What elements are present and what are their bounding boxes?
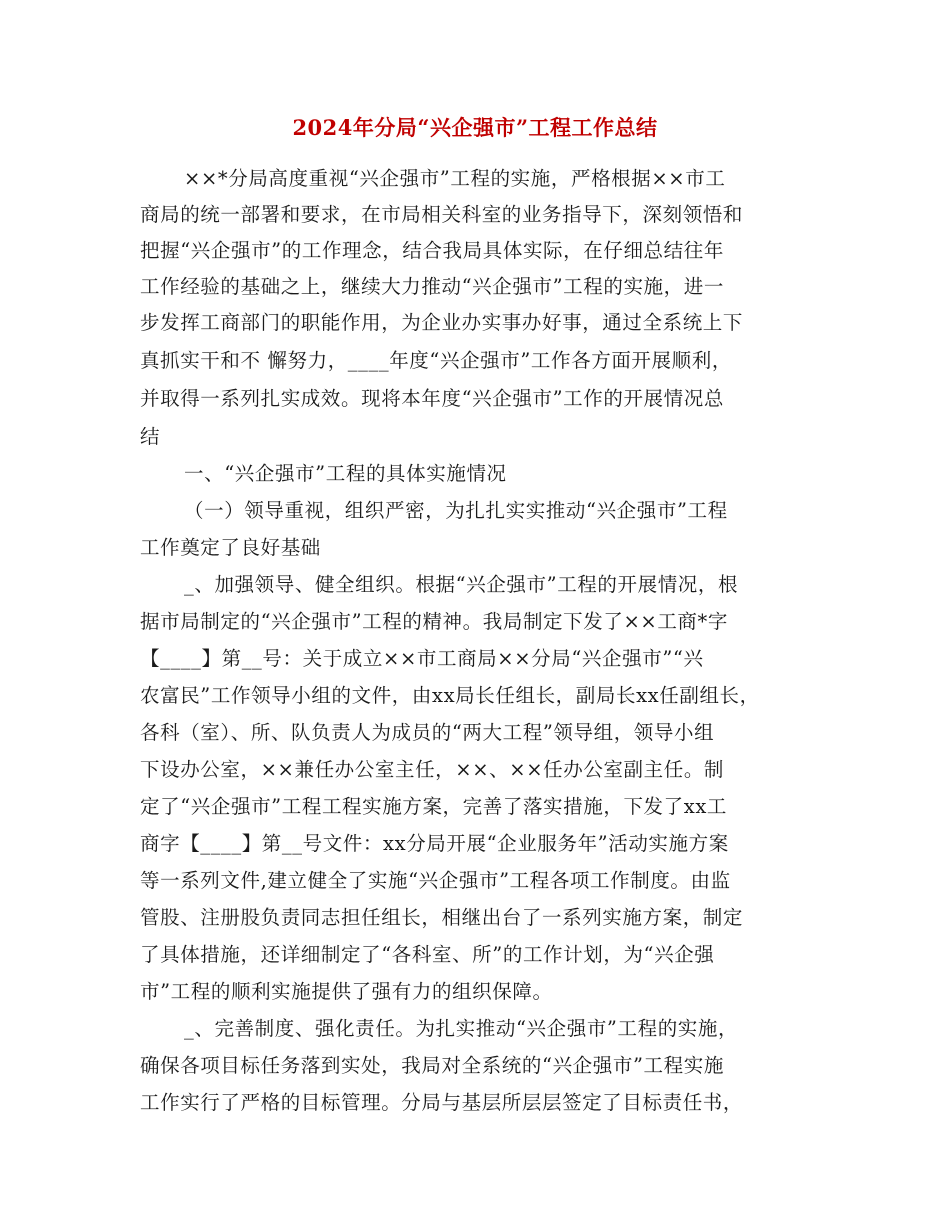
text-line: 工作经验的基础之上，继续大力推动“兴企强市”工程的实施，进一 (140, 275, 724, 298)
text-line: 并取得一系列扎实成效。现将本年度“兴企强市”工作的开展情况总 (140, 387, 724, 410)
text-line: 农富民”工作领导小组的文件，由xx局长任组长，副局长xx任副组长， (140, 684, 760, 707)
text-line: 结 (140, 425, 161, 448)
text-line: 确保各项目标任务落到实处，我局对全系统的“兴企强市”工程实施 (140, 1054, 724, 1077)
text-line: _、完善制度、强化责任。为扎实推动“兴企强市”工程的实施， (184, 1017, 739, 1040)
text-line: 步发挥工商部门的职能作用，为企业办实事办好事，通过全系统上下 (140, 311, 744, 334)
text-line: 把握“兴企强市”的工作理念，结合我局具体实际，在仔细总结往年 (140, 239, 724, 262)
text-line: 了具体措施，还详细制定了“各科室、所”的工作计划，为“兴企强 (140, 943, 715, 966)
text-line: ××*分局高度重视“兴企强市”工程的实施，严格根据××市工 (184, 167, 726, 190)
document-title: 2024年分局“兴企强市”工程工作总结 (292, 115, 658, 140)
text-line: 管股、注册股负责同志担任组长，相继出台了一系列实施方案，制定 (140, 906, 744, 929)
text-line: 商字【____】第__号文件：xx分局开展“企业服务年”活动实施方案 (140, 832, 729, 855)
text-line: 工作实行了严格的目标管理。分局与基层所层层签定了目标责任书， (140, 1091, 744, 1114)
text-line: _、加强领导、健全组织。根据“兴企强市”工程的开展情况，根 (184, 573, 739, 596)
text-line: 据市局制定的“兴企强市”工程的精神。我局制定下发了××工商*字 (140, 610, 728, 633)
text-line: 各科（室）、所、队负责人为成员的“两大工程”领导组，领导小组 (140, 721, 715, 744)
text-line: 下设办公室，××兼任办公室主任，××、××任办公室副主任。制 (140, 758, 725, 781)
subsection-heading: （一）领导重视，组织严密，为扎扎实实推动“兴企强市”工程 (184, 499, 728, 522)
text-line: 等一系列文件,建立健全了实施“兴企强市”工程各项工作制度。由监 (140, 869, 731, 892)
text-line: 【____】第__号：关于成立××市工商局××分局“兴企强市”“兴 (140, 647, 704, 670)
text-line: 真抓实干和不 懈努力，____年度“兴企强市”工作各方面开展顺利， (140, 349, 732, 372)
text-line: 定了“兴企强市”工程工程实施方案，完善了落实措施，下发了xx工 (140, 795, 728, 818)
text-line: 商局的统一部署和要求，在市局相关科室的业务指导下，深刻领悟和 (140, 203, 744, 226)
text-line: 市”工程的顺利实施提供了强有力的组织保障。 (140, 980, 553, 1003)
subsection-heading: 工作奠定了良好基础 (140, 536, 321, 559)
section-heading: 一、“兴企强市”工程的具体实施情况 (184, 462, 507, 485)
